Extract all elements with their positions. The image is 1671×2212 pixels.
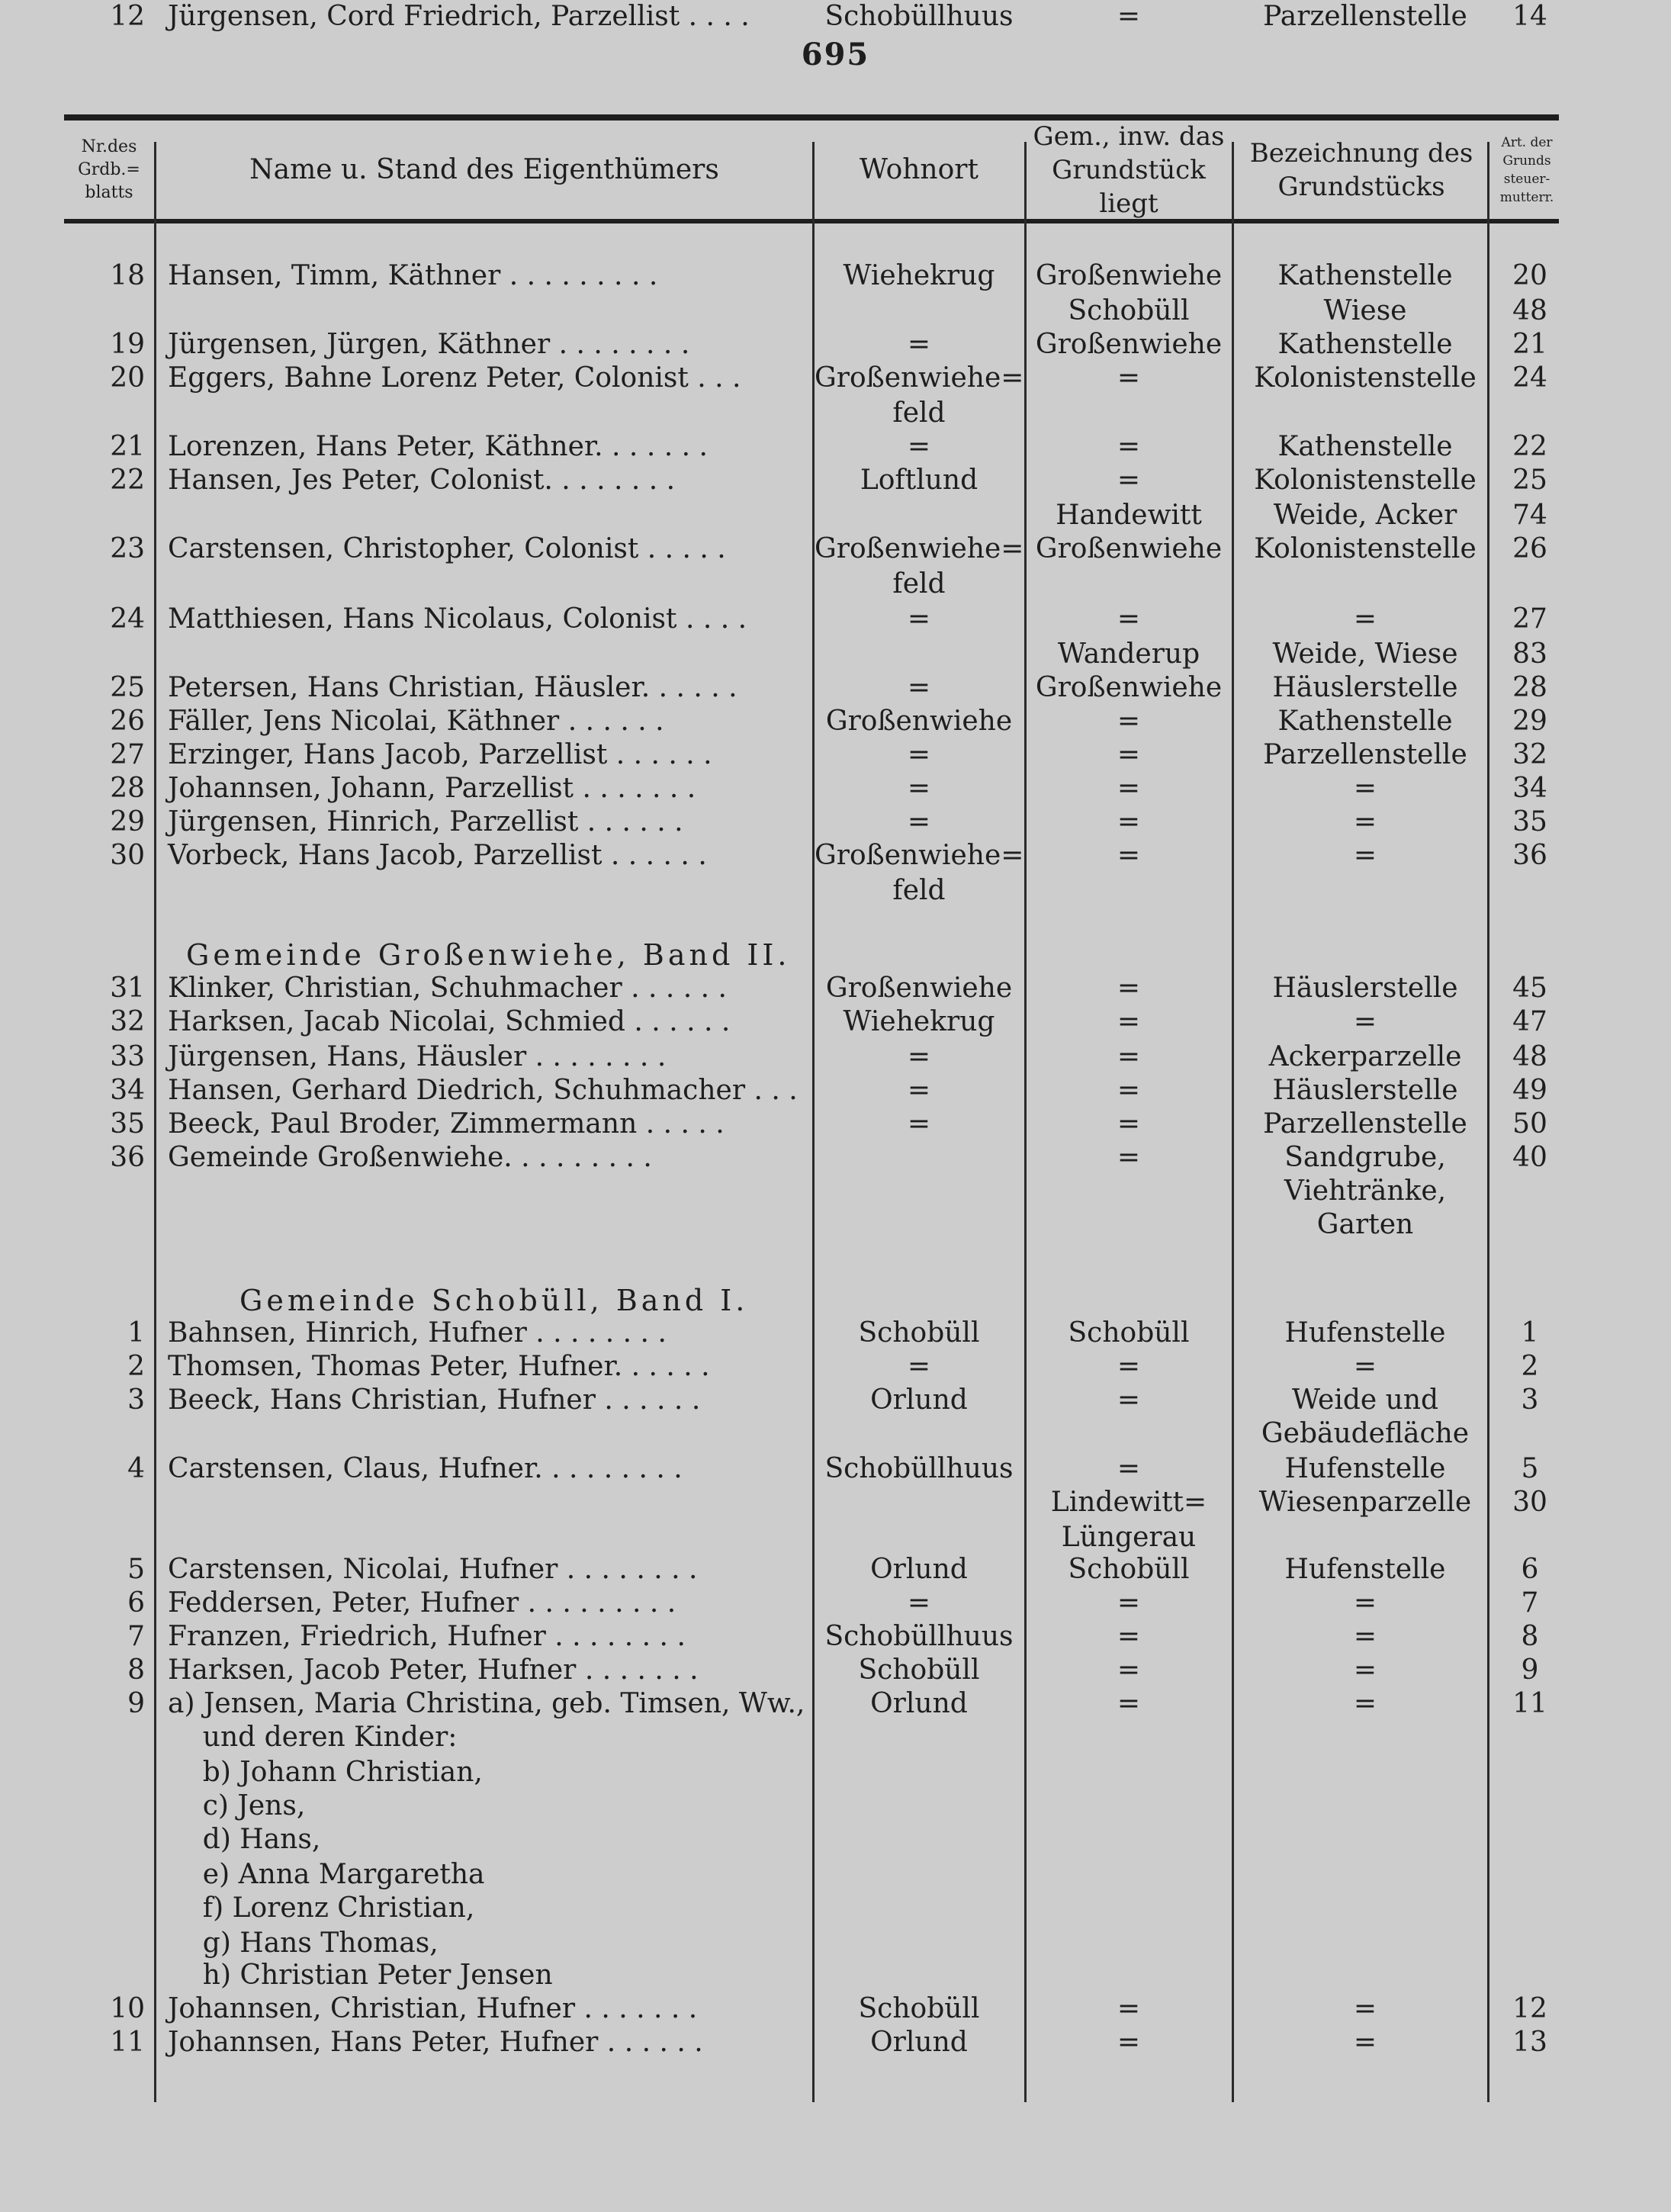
municipality: Großenwiehe xyxy=(1035,672,1223,703)
residence: = xyxy=(907,431,931,462)
owner-name: Matthiesen, Hans Nicolaus, Colonist . . . . xyxy=(168,603,747,635)
residence: Schobüll xyxy=(858,1654,980,1686)
entry-number: 35 xyxy=(110,1108,145,1140)
municipality: = xyxy=(1117,431,1141,462)
owner-name: Lorenzen, Hans Peter, Käthner. . . . . . . xyxy=(168,431,708,462)
section-heading-schobuell: Gemeinde Schobüll, Band I. xyxy=(239,1284,749,1317)
tax-article: 3 xyxy=(1521,1384,1539,1416)
table-row xyxy=(0,1620,1671,1654)
municipality: = xyxy=(1117,1006,1141,1037)
municipality: = xyxy=(1117,465,1141,496)
entry-number: 34 xyxy=(110,1075,145,1106)
table-row xyxy=(0,772,1671,805)
header-bez xyxy=(1234,124,1489,217)
residence: Großenwiehe= xyxy=(815,533,1024,564)
entry-number: 7 xyxy=(127,1621,145,1652)
table-row xyxy=(0,430,1671,464)
tax-article: 5 xyxy=(1521,1453,1539,1484)
entry-number: 33 xyxy=(110,1041,145,1072)
parcel-description: = xyxy=(1353,1006,1377,1037)
entry-number: 12 xyxy=(110,1,145,32)
table-row xyxy=(0,259,1671,293)
table-row xyxy=(0,1175,1671,1208)
owner-name: Fäller, Jens Nicolai, Käthner . . . . . . xyxy=(168,706,664,737)
residence: = xyxy=(907,1351,931,1382)
page-number: 695 xyxy=(801,37,870,72)
entry-number: 8 xyxy=(127,1654,145,1686)
residence: Wiehekrug xyxy=(843,260,995,291)
table-row xyxy=(0,638,1671,671)
entry-number: 23 xyxy=(110,533,145,564)
municipality: = xyxy=(1117,973,1141,1004)
entry-number: 4 xyxy=(127,1453,145,1484)
entry-number: 28 xyxy=(110,773,145,804)
owner-name: Hansen, Timm, Käthner . . . . . . . . . xyxy=(168,260,658,291)
owner-name: a) Jensen, Maria Christina, geb. Timsen, Ww., xyxy=(168,1688,805,1719)
tax-article: 9 xyxy=(1521,1654,1539,1686)
owner-name: Johannsen, Christian, Hufner . . . . . . . xyxy=(168,1993,698,2024)
residence: = xyxy=(907,739,931,770)
table-row xyxy=(0,1417,1671,1451)
parcel-description: = xyxy=(1353,2027,1377,2058)
table-row xyxy=(0,1654,1671,1687)
table-row xyxy=(0,1074,1671,1108)
municipality: = xyxy=(1117,1,1141,32)
parcel-description: Kathenstelle xyxy=(1277,706,1453,737)
entry-number: 6 xyxy=(127,1587,145,1619)
residence: Wiehekrug xyxy=(843,1006,995,1037)
parcel-description: Hufenstelle xyxy=(1284,1453,1446,1484)
owner-name: Hansen, Gerhard Diedrich, Schuhmacher . . . xyxy=(168,1075,798,1106)
parcel-description: Garten xyxy=(1316,1209,1414,1240)
table-row xyxy=(0,1789,1671,1823)
table-row xyxy=(0,1005,1671,1039)
tax-article: 29 xyxy=(1512,706,1547,737)
entry-number: 19 xyxy=(110,329,145,360)
owner-name: d) Hans, xyxy=(168,1824,321,1855)
owner-name: b) Johann Christian, xyxy=(168,1757,483,1788)
municipality: = xyxy=(1117,1993,1141,2024)
table-row xyxy=(0,1040,1671,1074)
parcel-description: = xyxy=(1353,1654,1377,1686)
owner-name: g) Hans Thomas, xyxy=(168,1927,439,1959)
parcel-description: Sandgrube, xyxy=(1284,1142,1446,1173)
tax-article: 30 xyxy=(1512,1487,1547,1518)
owner-name: Jürgensen, Cord Friedrich, Parzellist . . . . xyxy=(168,1,750,32)
header-gem-line1: Gem., inw. das xyxy=(1033,121,1225,152)
residence: feld xyxy=(892,875,946,906)
owner-name: e) Anna Margaretha xyxy=(168,1859,485,1890)
table-row xyxy=(0,1687,1671,1721)
residence: Orlund xyxy=(870,1554,968,1585)
table-row xyxy=(0,874,1671,908)
owner-name: Beeck, Paul Broder, Zimmermann . . . . . xyxy=(168,1108,725,1140)
tax-article: 7 xyxy=(1521,1587,1539,1619)
residence: = xyxy=(907,1108,931,1140)
parcel-description: = xyxy=(1353,1993,1377,2024)
tax-article: 49 xyxy=(1512,1075,1547,1106)
parcel-description: = xyxy=(1353,1621,1377,1652)
tax-article: 14 xyxy=(1512,1,1547,32)
header-art-line4: mutterr. xyxy=(1499,190,1554,205)
table-row xyxy=(0,1553,1671,1587)
table-row xyxy=(0,805,1671,839)
tax-article: 1 xyxy=(1521,1317,1539,1349)
owner-name: f) Lorenz Christian, xyxy=(168,1892,475,1924)
owner-name: Jürgensen, Hans, Häusler . . . . . . . . xyxy=(168,1041,667,1072)
owner-name: Bahnsen, Hinrich, Hufner . . . . . . . . xyxy=(168,1317,667,1349)
municipality: = xyxy=(1117,1075,1141,1106)
municipality: Großenwiehe xyxy=(1035,329,1223,360)
table-row xyxy=(0,705,1671,738)
tax-article: 6 xyxy=(1521,1554,1539,1585)
residence: Schobüllhuus xyxy=(824,1,1014,32)
tax-article: 48 xyxy=(1512,1041,1547,1072)
entry-number: 31 xyxy=(110,973,145,1004)
parcel-description: Hufenstelle xyxy=(1284,1317,1446,1349)
parcel-description: = xyxy=(1353,1351,1377,1382)
header-nr-line2: Grdb.= xyxy=(78,160,140,179)
parcel-description: Hufenstelle xyxy=(1284,1554,1446,1585)
parcel-description: = xyxy=(1353,1587,1377,1619)
residence: Schobüllhuus xyxy=(824,1621,1014,1652)
municipality: = xyxy=(1117,603,1141,635)
table-row xyxy=(0,464,1671,497)
residence: = xyxy=(907,1041,931,1072)
table-row xyxy=(0,1756,1671,1789)
residence: = xyxy=(907,603,931,635)
parcel-description: = xyxy=(1353,806,1377,838)
residence: = xyxy=(907,329,931,360)
tax-article: 13 xyxy=(1512,2027,1547,2058)
entry-number: 5 xyxy=(127,1554,145,1585)
residence: = xyxy=(907,672,931,703)
owner-name: Gemeinde Großenwiehe. . . . . . . . . xyxy=(168,1142,652,1173)
owner-name: Carstensen, Nicolai, Hufner . . . . . . . . xyxy=(168,1554,698,1585)
table-row xyxy=(0,1452,1671,1486)
table-row xyxy=(0,1858,1671,1892)
residence: Großenwiehe= xyxy=(815,362,1024,394)
municipality: = xyxy=(1117,706,1141,737)
parcel-description: Weide und xyxy=(1291,1384,1439,1416)
table-row xyxy=(0,532,1671,566)
parcel-description: Parzellenstelle xyxy=(1263,739,1467,770)
tax-article: 48 xyxy=(1512,295,1547,326)
table-row xyxy=(0,839,1671,873)
tax-article: 47 xyxy=(1512,1006,1547,1037)
parcel-description: Weide, Acker xyxy=(1273,500,1457,531)
parcel-description: = xyxy=(1353,773,1377,804)
entry-number: 24 xyxy=(110,603,145,635)
table-row xyxy=(0,0,1671,34)
entry-number: 2 xyxy=(127,1351,145,1382)
tax-article: 12 xyxy=(1512,1993,1547,2024)
header-bottom-rule xyxy=(64,219,1559,223)
municipality: Wanderup xyxy=(1057,638,1200,670)
municipality: = xyxy=(1117,773,1141,804)
table-row xyxy=(0,397,1671,430)
table-row xyxy=(0,738,1671,772)
parcel-description: Kolonistenstelle xyxy=(1254,465,1477,496)
header-wohnort: Wohnort xyxy=(860,154,978,185)
owner-name: und deren Kinder: xyxy=(168,1722,458,1753)
entry-number: 26 xyxy=(110,706,145,737)
entry-number: 30 xyxy=(110,840,145,871)
municipality: = xyxy=(1117,806,1141,838)
municipality: Großenwiehe xyxy=(1035,533,1223,564)
residence: Großenwiehe xyxy=(825,973,1013,1004)
header-art xyxy=(1489,124,1565,217)
owner-name: Carstensen, Claus, Hufner. . . . . . . . . xyxy=(168,1453,683,1484)
owner-name: Hansen, Jes Peter, Colonist. . . . . . . . xyxy=(168,465,676,496)
municipality: = xyxy=(1117,1688,1141,1719)
municipality: = xyxy=(1117,1108,1141,1140)
tax-article: 40 xyxy=(1512,1142,1547,1173)
residence: Schobüll xyxy=(858,1317,980,1349)
residence: = xyxy=(907,1587,931,1619)
owner-name: Erzinger, Hans Jacob, Parzellist . . . . . . xyxy=(168,739,712,770)
owner-name: c) Jens, xyxy=(168,1790,306,1821)
table-row xyxy=(0,1384,1671,1417)
tax-article: 45 xyxy=(1512,973,1547,1004)
parcel-description: Kathenstelle xyxy=(1277,260,1453,291)
entry-number: 3 xyxy=(127,1384,145,1416)
municipality: = xyxy=(1117,1587,1141,1619)
residence: Schobüll xyxy=(858,1993,980,2024)
header-bez-line1: Bezeichnung des xyxy=(1249,138,1473,169)
tax-article: 2 xyxy=(1521,1351,1539,1382)
municipality: Großenwiehe xyxy=(1035,260,1223,291)
parcel-description: Parzellenstelle xyxy=(1263,1,1467,32)
table-row xyxy=(0,1208,1671,1242)
owner-name: Carstensen, Christopher, Colonist . . . . . xyxy=(168,533,726,564)
parcel-description: = xyxy=(1353,840,1377,871)
header-art-line2: Grunds xyxy=(1502,153,1551,169)
residence: = xyxy=(907,1075,931,1106)
residence: Schobüllhuus xyxy=(824,1453,1014,1484)
parcel-description: Wiese xyxy=(1323,295,1407,326)
owner-name: Harksen, Jacab Nicolai, Schmied . . . . . . xyxy=(168,1006,731,1037)
table-row xyxy=(0,2026,1671,2059)
entry-number: 25 xyxy=(110,672,145,703)
tax-article: 24 xyxy=(1512,362,1547,394)
header-art-line3: steuer- xyxy=(1503,172,1550,187)
tax-article: 25 xyxy=(1512,465,1547,496)
owner-name: Vorbeck, Hans Jacob, Parzellist . . . . . . xyxy=(168,840,707,871)
municipality: = xyxy=(1117,1351,1141,1382)
municipality: Handewitt xyxy=(1056,500,1202,531)
entry-number: 22 xyxy=(110,465,145,496)
table-row xyxy=(0,1721,1671,1754)
parcel-description: Parzellenstelle xyxy=(1263,1108,1467,1140)
parcel-description: Kolonistenstelle xyxy=(1254,533,1477,564)
parcel-description: = xyxy=(1353,603,1377,635)
tax-article: 50 xyxy=(1512,1108,1547,1140)
owner-name: Jürgensen, Jürgen, Käthner . . . . . . . . xyxy=(168,329,690,360)
parcel-description: Kathenstelle xyxy=(1277,431,1453,462)
table-row xyxy=(0,1108,1671,1141)
header-bez-line2: Grundstücks xyxy=(1277,172,1445,202)
tax-article: 34 xyxy=(1512,773,1547,804)
owner-name: Harksen, Jacob Peter, Hufner . . . . . . . xyxy=(168,1654,699,1686)
header-art-line1: Art. der xyxy=(1501,135,1553,150)
header-nr-line3: blatts xyxy=(85,183,133,202)
municipality: = xyxy=(1117,362,1141,394)
tax-article: 27 xyxy=(1512,603,1547,635)
table-row xyxy=(0,1959,1671,1992)
entry-number: 27 xyxy=(110,739,145,770)
header-gem-line2: Grundstück liegt xyxy=(1052,155,1206,219)
table-row xyxy=(0,603,1671,636)
residence: = xyxy=(907,773,931,804)
table-row xyxy=(0,1521,1671,1555)
municipality: = xyxy=(1117,1654,1141,1686)
header-top-rule xyxy=(64,114,1559,121)
table-row xyxy=(0,1587,1671,1620)
table-row xyxy=(0,1486,1671,1519)
tax-article: 11 xyxy=(1512,1688,1547,1719)
owner-name: Klinker, Christian, Schuhmacher . . . . . . xyxy=(168,973,727,1004)
municipality: = xyxy=(1117,1621,1141,1652)
owner-name: Beeck, Hans Christian, Hufner . . . . . . xyxy=(168,1384,701,1416)
owner-name: Feddersen, Peter, Hufner . . . . . . . . . xyxy=(168,1587,676,1619)
parcel-description: Ackerparzelle xyxy=(1268,1041,1462,1072)
header-name: Name u. Stand des Eigenthümers xyxy=(249,154,719,185)
owner-name: Jürgensen, Hinrich, Parzellist . . . . . . xyxy=(168,806,683,838)
table-row xyxy=(0,671,1671,705)
table-row xyxy=(0,294,1671,328)
municipality: = xyxy=(1117,1384,1141,1416)
parcel-description: Häuslerstelle xyxy=(1272,1075,1458,1106)
owner-name: Franzen, Friedrich, Hufner . . . . . . . . xyxy=(168,1621,686,1652)
parcel-description: = xyxy=(1353,1688,1377,1719)
parcel-description: Viehtränke, xyxy=(1284,1175,1447,1207)
residence: feld xyxy=(892,568,946,600)
table-row xyxy=(0,499,1671,532)
tax-article: 8 xyxy=(1521,1621,1539,1652)
table-row xyxy=(0,1141,1671,1175)
residence: Großenwiehe= xyxy=(815,840,1024,871)
table-row xyxy=(0,1350,1671,1384)
tax-article: 35 xyxy=(1512,806,1547,838)
municipality: = xyxy=(1117,1041,1141,1072)
tax-article: 22 xyxy=(1512,431,1547,462)
residence: Orlund xyxy=(870,1688,968,1719)
municipality: = xyxy=(1117,1453,1141,1484)
entry-number: 32 xyxy=(110,1006,145,1037)
owner-name: Johannsen, Hans Peter, Hufner . . . . . . xyxy=(168,2027,703,2058)
tax-article: 74 xyxy=(1512,500,1547,531)
owner-name: Petersen, Hans Christian, Häusler. . . . . . xyxy=(168,672,737,703)
entry-number: 36 xyxy=(110,1142,145,1173)
section-heading-grossenwiehe: Gemeinde Großenwiehe, Band II. xyxy=(186,938,791,972)
entry-number: 1 xyxy=(127,1317,145,1349)
parcel-description: Weide, Wiese xyxy=(1272,638,1458,670)
parcel-description: Häuslerstelle xyxy=(1272,672,1458,703)
owner-name: Johannsen, Johann, Parzellist . . . . . . . xyxy=(168,773,696,804)
header-nr-line1: Nr.des xyxy=(81,137,137,156)
table-row xyxy=(0,328,1671,362)
owner-name: Thomsen, Thomas Peter, Hufner. . . . . . xyxy=(168,1351,710,1382)
owner-name: Eggers, Bahne Lorenz Peter, Colonist . . . xyxy=(168,362,741,394)
tax-article: 83 xyxy=(1512,638,1547,670)
municipality: Schobüll xyxy=(1068,295,1190,326)
table-row xyxy=(0,1317,1671,1350)
municipality: Schobüll xyxy=(1068,1317,1190,1349)
header-nr xyxy=(64,124,154,217)
table-row xyxy=(0,1823,1671,1857)
residence: Großenwiehe xyxy=(825,706,1013,737)
parcel-description: Häuslerstelle xyxy=(1272,973,1458,1004)
tax-article: 32 xyxy=(1512,739,1547,770)
table-row xyxy=(0,1927,1671,1960)
parcel-description: Kolonistenstelle xyxy=(1254,362,1477,394)
municipality: = xyxy=(1117,2027,1141,2058)
parcel-description: Kathenstelle xyxy=(1277,329,1453,360)
table-row xyxy=(0,362,1671,395)
table-row xyxy=(0,1892,1671,1925)
header-gem xyxy=(1027,121,1231,219)
residence: Orlund xyxy=(870,1384,968,1416)
tax-article: 36 xyxy=(1512,840,1547,871)
parcel-description: Wiesenparzelle xyxy=(1258,1487,1472,1518)
table-row xyxy=(0,567,1671,601)
entry-number: 10 xyxy=(110,1993,145,2024)
tax-article: 20 xyxy=(1512,260,1547,291)
entry-number: 9 xyxy=(127,1688,145,1719)
residence: Orlund xyxy=(870,2027,968,2058)
municipality: = xyxy=(1117,1142,1141,1173)
residence: = xyxy=(907,806,931,838)
entry-number: 11 xyxy=(110,2027,145,2058)
municipality: Lindewitt= xyxy=(1050,1487,1207,1518)
municipality: Schobüll xyxy=(1068,1554,1190,1585)
entry-number: 20 xyxy=(110,362,145,394)
tax-article: 28 xyxy=(1512,672,1547,703)
municipality: Lüngerau xyxy=(1061,1522,1197,1553)
municipality: = xyxy=(1117,739,1141,770)
residence: Loftlund xyxy=(860,465,978,496)
entry-number: 21 xyxy=(110,431,145,462)
table-row xyxy=(0,1992,1671,2026)
entry-number: 29 xyxy=(110,806,145,838)
entry-number: 18 xyxy=(110,260,145,291)
tax-article: 21 xyxy=(1512,329,1547,360)
tax-article: 26 xyxy=(1512,533,1547,564)
parcel-description: Gebäudefläche xyxy=(1261,1418,1470,1449)
owner-name: h) Christian Peter Jensen xyxy=(168,1960,553,1991)
residence: feld xyxy=(892,397,946,429)
table-row xyxy=(0,972,1671,1005)
municipality: = xyxy=(1117,840,1141,871)
